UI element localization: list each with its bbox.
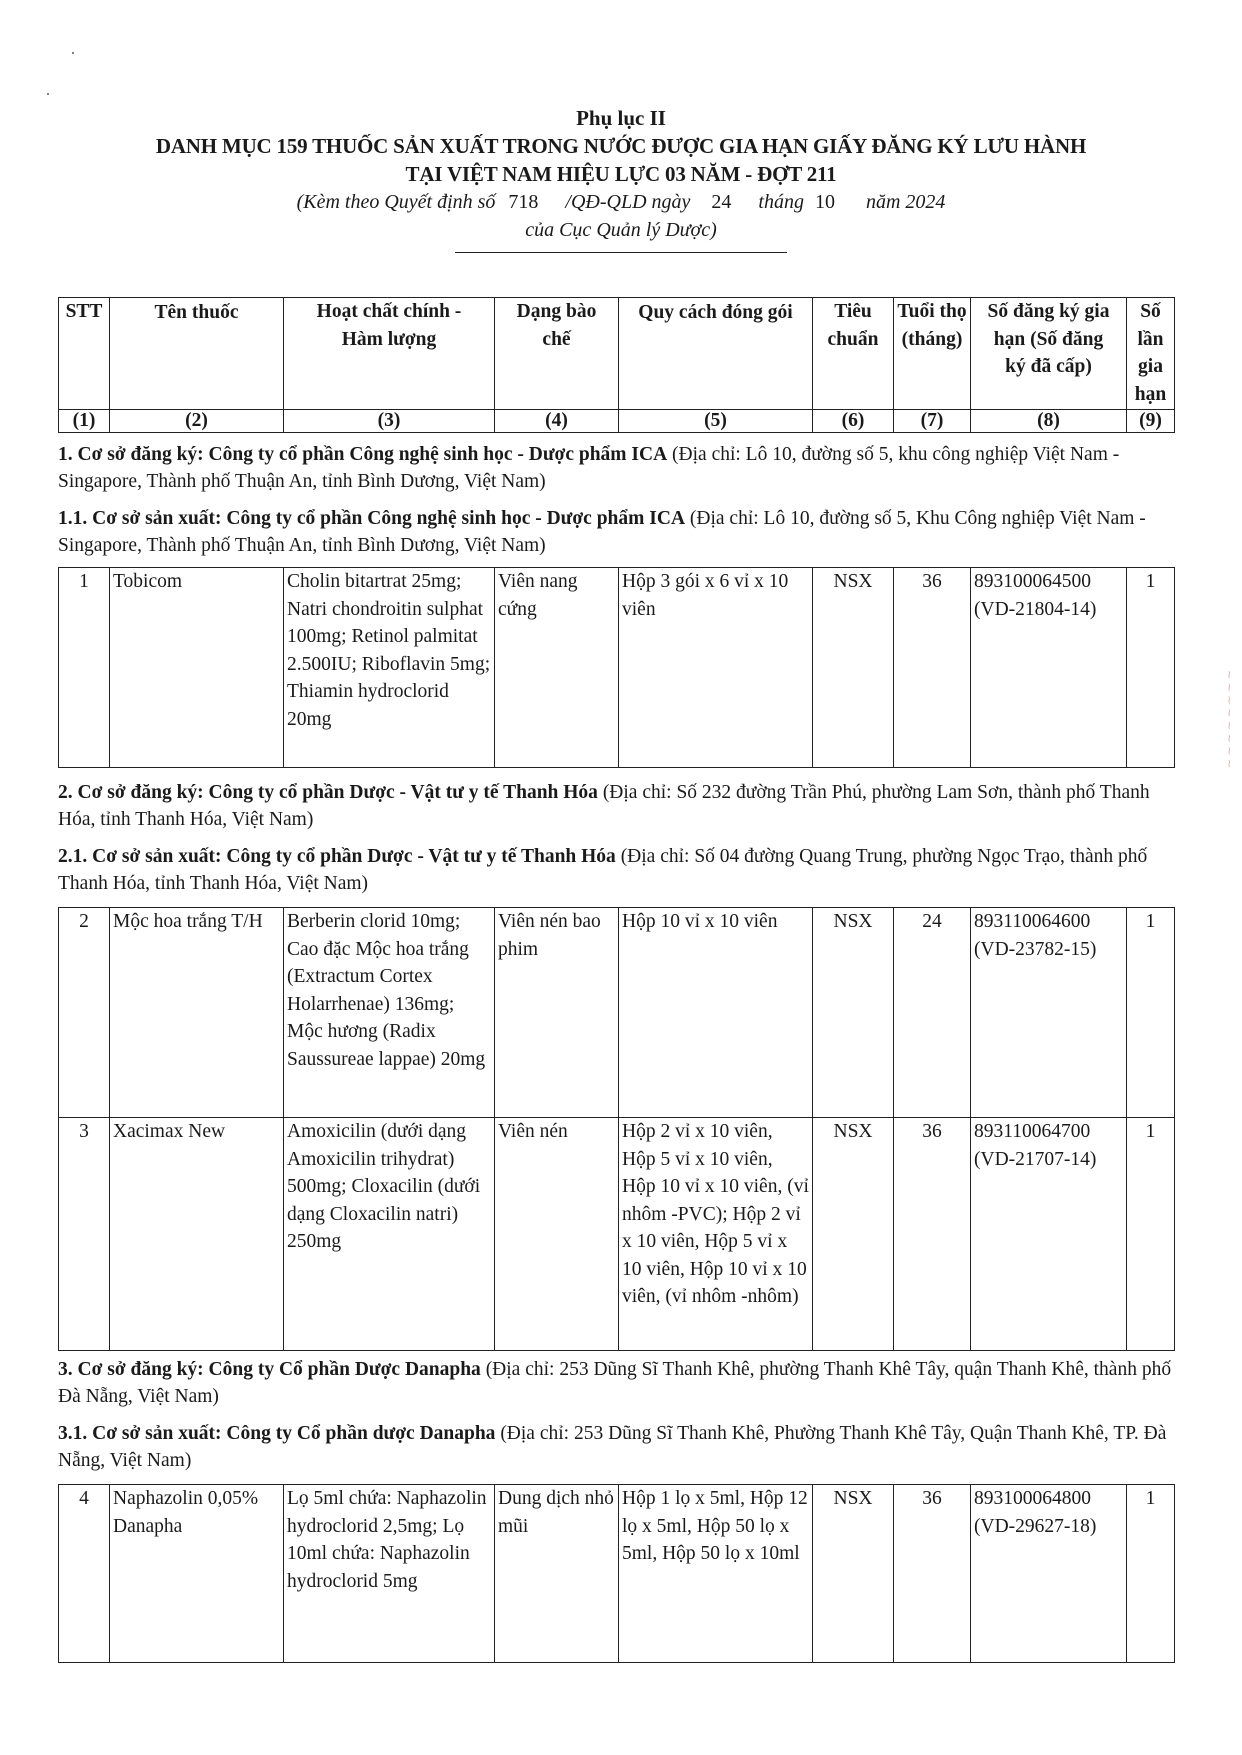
cell-form: Dung dịch nhỏ mũi [495, 1485, 619, 1663]
cell-stt: 2 [59, 908, 110, 1118]
registrant-address: (Địa chỉ: 253 Dũng Sĩ Thanh Khê, phường Thanh Khê Tây, quận Thanh Khê, thành phố Đà Nẵng, Việt Nam) [58, 1359, 1172, 1407]
cell-standard: NSX [813, 1485, 894, 1663]
scan-speck [47, 93, 49, 95]
cell-stt: 3 [59, 1118, 110, 1351]
cell-shelf-life: 24 [894, 908, 971, 1118]
manufacturer-label: 1.1. Cơ sở sản xuất: Công ty cổ phần Công nghệ sinh học - Dược phẩm ICA [58, 508, 686, 529]
col-num: (2) [110, 410, 284, 433]
cell-shelf-life: 36 [894, 1118, 971, 1351]
cell-name: Xacimax New [110, 1118, 284, 1351]
registrant-address: (Địa chỉ: Số 232 đường Trần Phú, phường Lam Sơn, thành phố Thanh Hóa, tỉnh Thanh Hóa, Việt Nam) [58, 782, 1150, 830]
column-number-row [59, 410, 1175, 433]
registrant-label: 1. Cơ sở đăng ký: Công ty cổ phần Công nghệ sinh học - Dược phẩm ICA [58, 444, 668, 465]
col-num: (6) [813, 410, 894, 433]
registrant-address: (Địa chỉ: Lô 10, đường số 5, khu công nghiệp Việt Nam - Singapore, Thành phố Thuận An, tỉnh Bình Dương, Việt Nam) [58, 444, 1120, 492]
header-row [59, 298, 1175, 410]
cell-form: Viên nang cứng [495, 568, 619, 768]
decision-code: /QĐ-QLD ngày [565, 191, 691, 213]
cell-standard: NSX [813, 568, 894, 768]
col-header-packaging: Quy cách đóng gói [619, 298, 813, 410]
cell-form: Viên nén bao phim [495, 908, 619, 1118]
old-reg-number: (VD-29627-18) [974, 1515, 1097, 1537]
cell-shelf-life: 36 [894, 568, 971, 768]
col-num: (8) [971, 410, 1127, 433]
col-header-form: Dạng bào chế [495, 298, 619, 410]
registrant-label: 2. Cơ sở đăng ký: Công ty cổ phần Dược - Vật tư y tế Thanh Hóa [58, 782, 598, 803]
cell-form: Viên nén [495, 1118, 619, 1351]
registrant-section-1 [58, 441, 1178, 495]
cell-name: Tobicom [110, 568, 284, 768]
cell-packaging: Hộp 10 vỉ x 10 viên [619, 908, 813, 1118]
col-header-standard: Tiêu chuẩn [813, 298, 894, 410]
manufacturer-address: (Địa chỉ: Lô 10, đường số 5, Khu Công nghiệp Việt Nam - Singapore, Thành phố Thuận An, tỉnh Bình Dương, Việt Nam) [58, 508, 1146, 556]
manufacturer-label: 3.1. Cơ sở sản xuất: Công ty Cổ phần dược Danapha [58, 1423, 496, 1444]
issuer: của Cục Quản lý Dược) [525, 219, 717, 241]
month-label: tháng [758, 191, 804, 213]
cell-packaging: Hộp 1 lọ x 5ml, Hộp 12 lọ x 5ml, Hộp 50 lọ x 5ml, Hộp 50 lọ x 10ml [619, 1485, 813, 1663]
cell-renewals: 1 [1127, 1118, 1175, 1351]
decision-reference [0, 188, 1242, 216]
cell-name: Mộc hoa trắng T/H [110, 908, 284, 1118]
cell-reg-number [971, 1485, 1127, 1663]
old-reg-number: (VD-21707-14) [974, 1148, 1097, 1170]
reg-number: 893110064600 [974, 911, 1091, 932]
drug-table-1 [58, 567, 1175, 768]
document-header [0, 104, 1242, 253]
manufacturer-address: (Địa chỉ: Số 04 đường Quang Trung, phường Ngọc Trạo, thành phố Thanh Hóa, tỉnh Thanh Hóa, Việt Nam) [58, 846, 1148, 894]
cell-stt: 1 [59, 568, 110, 768]
cell-renewals: 1 [1127, 1485, 1175, 1663]
col-header-reg-number: Số đăng ký gia hạn (Số đăng ký đã cấp) [971, 298, 1127, 410]
scan-speck [72, 52, 74, 54]
col-header-ingredients: Hoạt chất chính - Hàm lượng [284, 298, 495, 410]
manufacturer-label: 2.1. Cơ sở sản xuất: Công ty cổ phần Dược - Vật tư y tế Thanh Hóa [58, 846, 616, 867]
cell-reg-number [971, 568, 1127, 768]
cell-stt: 4 [59, 1485, 110, 1663]
decision-month: 10 [814, 191, 835, 213]
cell-reg-number [971, 1118, 1127, 1351]
cell-standard: NSX [813, 908, 894, 1118]
table-row [59, 1118, 1175, 1351]
col-header-name: Tên thuốc [110, 298, 284, 410]
manufacturer-address: (Địa chỉ: 253 Dũng Sĩ Thanh Khê, Phường Thanh Khê Tây, Quận Thanh Khê, TP. Đà Nẵng, Việt Nam) [58, 1423, 1167, 1471]
decision-year: năm 2024 [865, 191, 946, 213]
col-num: (7) [894, 410, 971, 433]
document-title-line-2: TẠI VIỆT NAM HIỆU LỰC 03 NĂM - ĐỢT 211 [405, 162, 837, 186]
cell-ingredients: Cholin bitartrat 25mg; Natri chondroitin sulphat 100mg; Retinol palmitat 2.500IU; Riboflavin 5mg; Thiamin hydroclorid 20mg [284, 568, 495, 768]
col-header-stt: STT [59, 298, 110, 410]
reg-number: 893110064700 [974, 1121, 1091, 1142]
table-row [59, 908, 1175, 1118]
cell-packaging: Hộp 2 vỉ x 10 viên, Hộp 5 vỉ x 10 viên, Hộp 10 vỉ x 10 viên, (vỉ nhôm -PVC); Hộp 2 vỉ x 10 viên, Hộp 5 vỉ x 10 viên, Hộp 10 vỉ x 10 viên, (vỉ nhôm -nhôm) [619, 1118, 813, 1351]
cell-ingredients: Lọ 5ml chứa: Naphazolin hydroclorid 2,5mg; Lọ 10ml chứa: Naphazolin hydroclorid 5mg [284, 1485, 495, 1663]
cell-packaging: Hộp 3 gói x 6 vỉ x 10 viên [619, 568, 813, 768]
decision-day: 24 [711, 191, 732, 213]
drug-table-2 [58, 907, 1175, 1351]
margin-stamp-mark: ~ ~ ~ ~ ~ ~ ~ ~ [1223, 670, 1236, 769]
cell-ingredients: Berberin clorid 10mg; Cao đặc Mộc hoa trắng (Extractum Cortex Holarrhenae) 136mg; Mộc hương (Radix Saussureae lappae) 20mg [284, 908, 495, 1118]
col-header-renewals: Số lần gia hạn [1127, 298, 1175, 410]
old-reg-number: (VD-23782-15) [974, 938, 1097, 960]
col-num: (9) [1127, 410, 1175, 433]
cell-renewals: 1 [1127, 568, 1175, 768]
column-header-table [58, 297, 1175, 433]
cell-shelf-life: 36 [894, 1485, 971, 1663]
appendix-label: Phụ lục II [576, 106, 666, 130]
table-row [59, 568, 1175, 768]
cell-ingredients: Amoxicilin (dưới dạng Amoxicilin trihydrat) 500mg; Cloxacilin (dưới dạng Cloxacilin natri) 250mg [284, 1118, 495, 1351]
col-num: (3) [284, 410, 495, 433]
col-num: (4) [495, 410, 619, 433]
table-row [59, 1485, 1175, 1663]
cell-reg-number [971, 908, 1127, 1118]
old-reg-number: (VD-21804-14) [974, 598, 1097, 620]
col-header-shelf-life: Tuổi thọ (tháng) [894, 298, 971, 410]
header-divider [455, 252, 787, 253]
cell-name: Naphazolin 0,05% Danapha [110, 1485, 284, 1663]
drug-table-3 [58, 1484, 1175, 1663]
col-num: (1) [59, 410, 110, 433]
registrant-label: 3. Cơ sở đăng ký: Công ty Cổ phần Dược Danapha [58, 1359, 481, 1380]
cell-renewals: 1 [1127, 908, 1175, 1118]
manufacturer-section-2 [58, 843, 1178, 897]
col-num: (5) [619, 410, 813, 433]
reg-number: 893100064800 [974, 1488, 1091, 1509]
decision-number: 718 [508, 191, 539, 213]
registrant-section-2 [58, 779, 1178, 833]
reg-number: 893100064500 [974, 571, 1091, 592]
manufacturer-section-1 [58, 505, 1178, 559]
cell-standard: NSX [813, 1118, 894, 1351]
registrant-section-3 [58, 1356, 1178, 1410]
decision-prefix: (Kèm theo Quyết định số [296, 191, 496, 213]
document-title-line-1: DANH MỤC 159 THUỐC SẢN XUẤT TRONG NƯỚC ĐƯỢC GIA HẠN GIẤY ĐĂNG KÝ LƯU HÀNH [155, 134, 1087, 158]
manufacturer-section-3 [58, 1420, 1178, 1474]
